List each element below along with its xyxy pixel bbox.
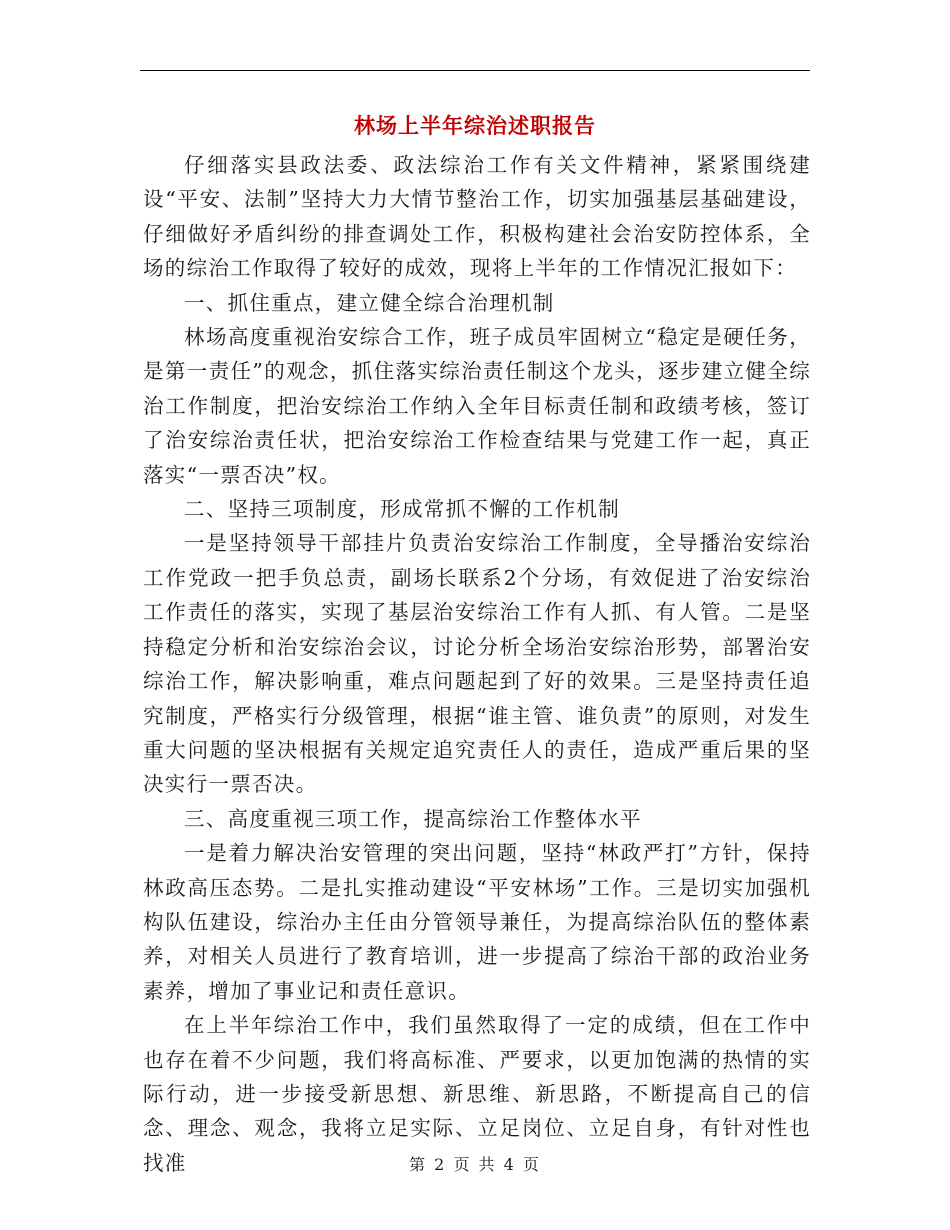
header-rule — [140, 70, 810, 71]
document-body — [143, 148, 811, 1180]
section-heading-3: 三、高度重视三项工作，提高综治工作整体水平 — [184, 806, 642, 831]
section-heading-2: 二、坚持三项制度，形成常抓不懈的工作机制 — [184, 497, 620, 522]
document-title: 林场上半年综治述职报告 — [354, 113, 596, 138]
section-heading-1: 一、抓住重点，建立健全综合治理机制 — [184, 290, 555, 315]
paragraph-section-3: 一是着力解决治安管理的突出问题，坚持“林政严打”方针，保持林政高压态势。二是扎实推动建设“平安林场”工作。三是切实加强机构队伍建设，综治办主任由分管领导兼任，为提高综治队伍的整体素养，对相关人员进行了教育培训，进一步提高了综治干部的政治业务素养，增加了事业记和责任意识。 — [143, 841, 811, 1003]
paragraph-section-2: 一是坚持领导干部挂片负责治安综治工作制度，全导播治安综治工作党政一把手负总责，副场长联系2个分场，有效促进了治安综治工作责任的落实，实现了基层治安综治工作有人抓、有人管。二是坚持稳定分析和治安综治会议，讨论分析全场治安综治形势，部署治安综治工作，解决影响重，难点问题起到了好的效果。三是坚持责任追究制度，严格实行分级管理，根据“谁主管、谁负责”的原则，对发生重大问题的坚决根据有关规定追究责任人的责任，造成严重后果的坚决实行一票否决。 — [143, 531, 811, 797]
paragraph-closing: 在上半年综治工作中，我们虽然取得了一定的成绩，但在工作中也存在着不少问题，我们将高标准、严要求，以更加饱满的热情的实际行动，进一步接受新思想、新思维、新思路，不断提高自己的信念、理念、观念，我将立足实际、立足岗位、立足自身，有针对性也找准 — [143, 1013, 811, 1175]
page-number: 第 2 页 共 4 页 — [409, 1155, 541, 1174]
paragraph-section-1: 林场高度重视治安综合工作，班子成员牢固树立“稳定是硬任务，是第一责任”的观念，抓住落实综治责任制这个龙头，逐步建立健全综治工作制度，把治安综治工作纳入全年目标责任制和政绩考核，签订了治安综治责任状，把治安综治工作检查结果与党建工作一起，真正落实“一票否决”权。 — [143, 325, 811, 487]
paragraph-intro: 仔细落实县政法委、政法综治工作有关文件精神，紧紧围绕建设“平安、法制”坚持大力大情节整治工作，切实加强基层基础建设，仔细做好矛盾纠纷的排查调处工作，积极构建社会治安防控体系，全场的综治工作取得了较好的成效，现将上半年的工作情况汇报如下： — [143, 153, 811, 281]
